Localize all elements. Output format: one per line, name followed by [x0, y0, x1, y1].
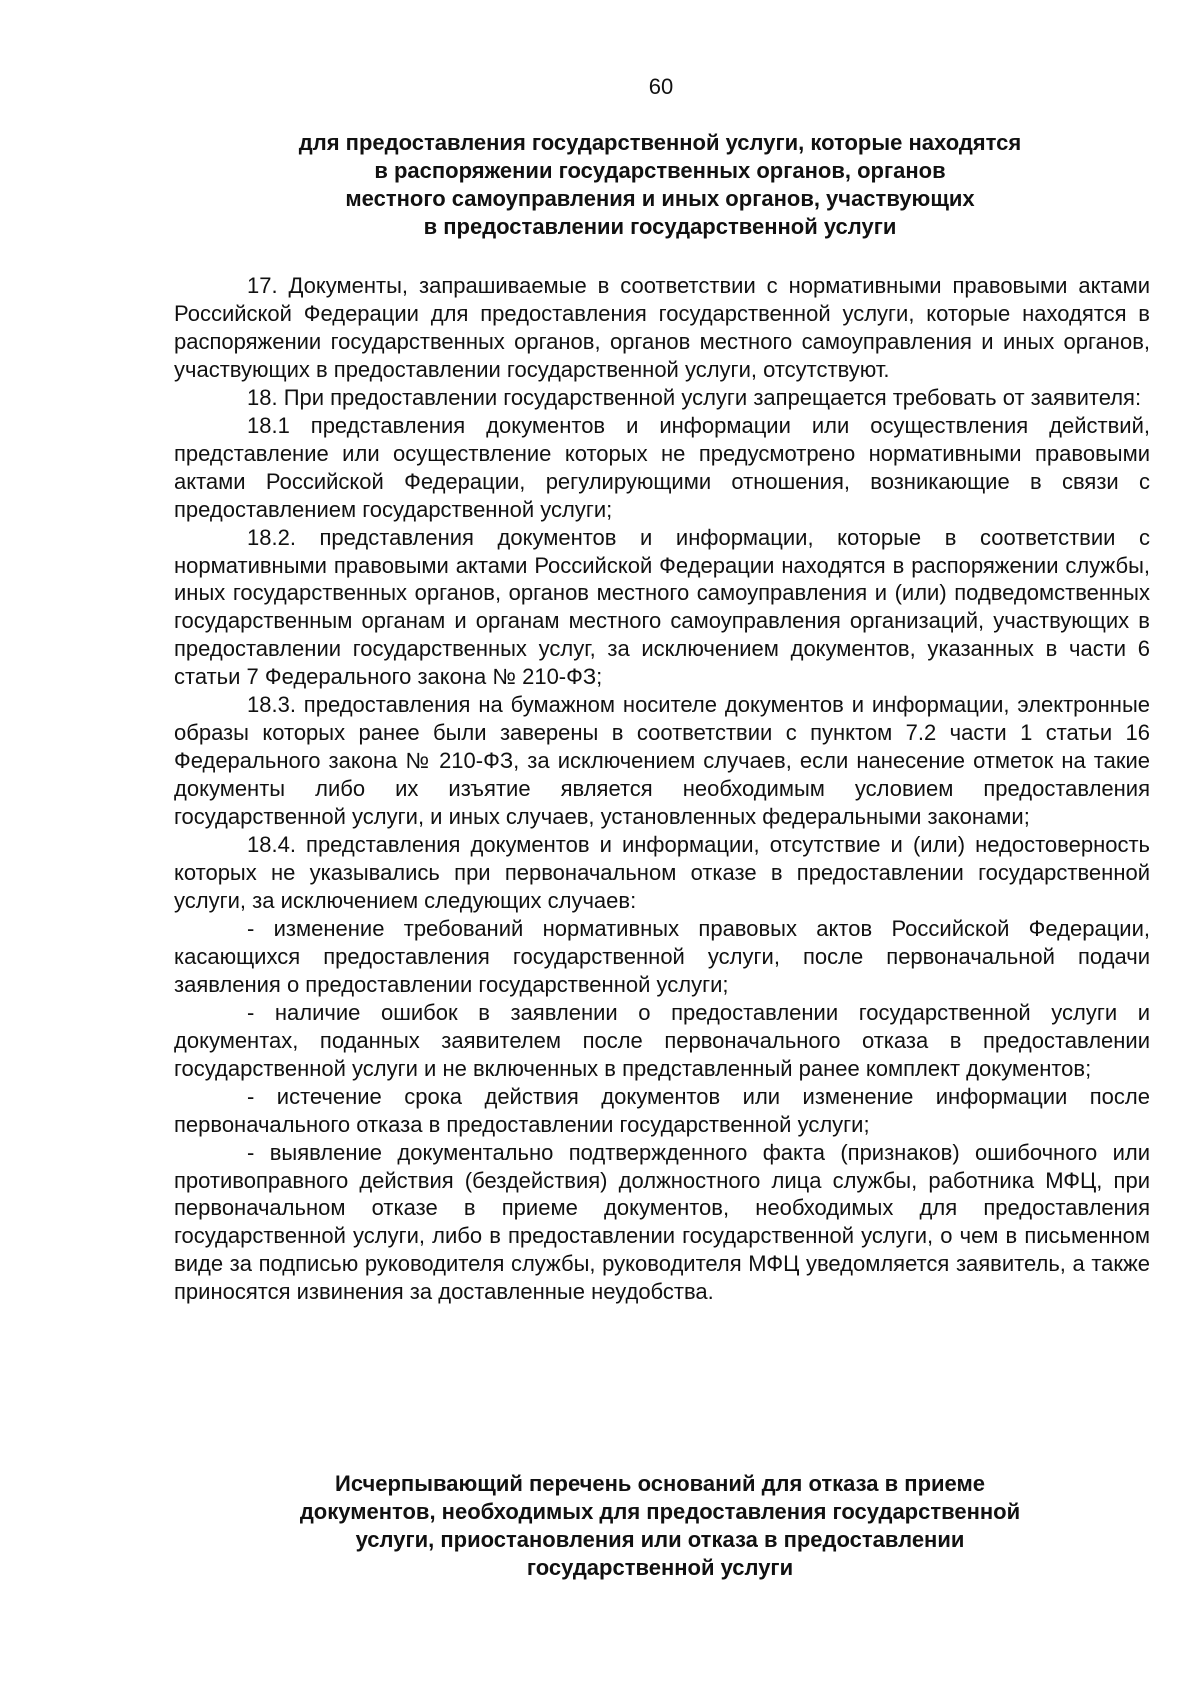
heading-line: для предоставления государственной услуги, которые находятся — [298, 130, 1022, 155]
heading-line: в предоставлении государственной услуги — [423, 214, 897, 239]
section-heading-documents-in-possession — [170, 129, 1150, 241]
heading-line: государственной услуги — [526, 1555, 794, 1580]
list-item-errors-in-application: - наличие ошибок в заявлении о предоставлении государственной услуги и документах, поданных заявителем после первоначального отказа в предоставлении государственной услуги и не включенных в представленный ранее комплект документов; — [174, 999, 1150, 1081]
section-heading-refusal-grounds — [170, 1470, 1150, 1582]
paragraph-18: 18. При предоставлении государственной услуги запрещается требовать от заявителя: — [247, 384, 1142, 410]
heading-line: в распоряжении государственных органов, органов — [374, 158, 946, 183]
heading-line: Исчерпывающий перечень оснований для отказа в приеме — [335, 1471, 985, 1496]
body-text — [174, 272, 1150, 1306]
list-item-requirements-change: - изменение требований нормативных правовых актов Российской Федерации, касающихся предоставления государственной услуги, после первоначальной подачи заявления о предоставлении государственной услуги; — [174, 915, 1150, 997]
paragraph-18-3: 18.3. предоставления на бумажном носителе документов и информации, электронные образы которых ранее были заверены в соответствии с пунктом 7.2 части 1 статьи 16 Федерального закона № 210-ФЗ, за исключением случаев, если нанесение отметок на такие документы либо их изъятие является необходимым условием предоставления государственной услуги, и иных случаев, установленных федеральными законами; — [174, 692, 1150, 830]
page-number: 60 — [648, 74, 674, 99]
heading-line: документов, необходимых для предоставления государственной — [299, 1499, 1021, 1524]
paragraph-18-2: 18.2. представления документов и информации, которые в соответствии с нормативными правовыми актами Российской Федерации находятся в распоряжении службы, иных государственных органов, органов местного самоуправления и (или) подведомственных государственным органам и органам местного самоуправления организаций, участвующих в предоставлении государственных услуг, за исключением документов, указанных в части 6 статьи 7 Федерального закона № 210-ФЗ; — [174, 524, 1150, 690]
heading-line: услуги, приостановления или отказа в предоставлении — [355, 1527, 965, 1552]
list-item-documents-expiry: - истечение срока действия документов или изменение информации после первоначального отказа в предоставлении государственной услуги; — [174, 1083, 1150, 1137]
heading-line: местного самоуправления и иных органов, участвующих — [345, 186, 975, 211]
paragraph-17: 17. Документы, запрашиваемые в соответствии с нормативными правовыми актами Российской Федерации для предоставления государственной услуги, которые находятся в распоряжении государственных органов, органов местного самоуправления и иных органов, участвующих в предоставлении государственной услуги, отсутствуют. — [174, 273, 1150, 382]
paragraph-18-4: 18.4. представления документов и информации, отсутствие и (или) недостоверность которых не указывались при первоначальном отказе в предоставлении государственной услуги, за исключением следующих случаев: — [174, 832, 1150, 913]
list-item-erroneous-action: - выявление документально подтвержденного факта (признаков) ошибочного или противоправного действия (бездействия) должностного лица службы, работника МФЦ, при первоначальном отказе в приеме документов, необходимых для предоставления государственной услуги, либо в предоставлении государственной услуги, о чем в письменном виде за подписью руководителя службы, руководителя МФЦ уведомляется заявитель, а также приносятся извинения за доставленные неудобства. — [174, 1139, 1150, 1305]
paragraph-18-1: 18.1 представления документов и информации или осуществления действий, представление или осуществление которых не предусмотрено нормативными правовыми актами Российской Федерации, регулирующими отношения, возникающие в связи с предоставлением государственной услуги; — [174, 412, 1150, 522]
